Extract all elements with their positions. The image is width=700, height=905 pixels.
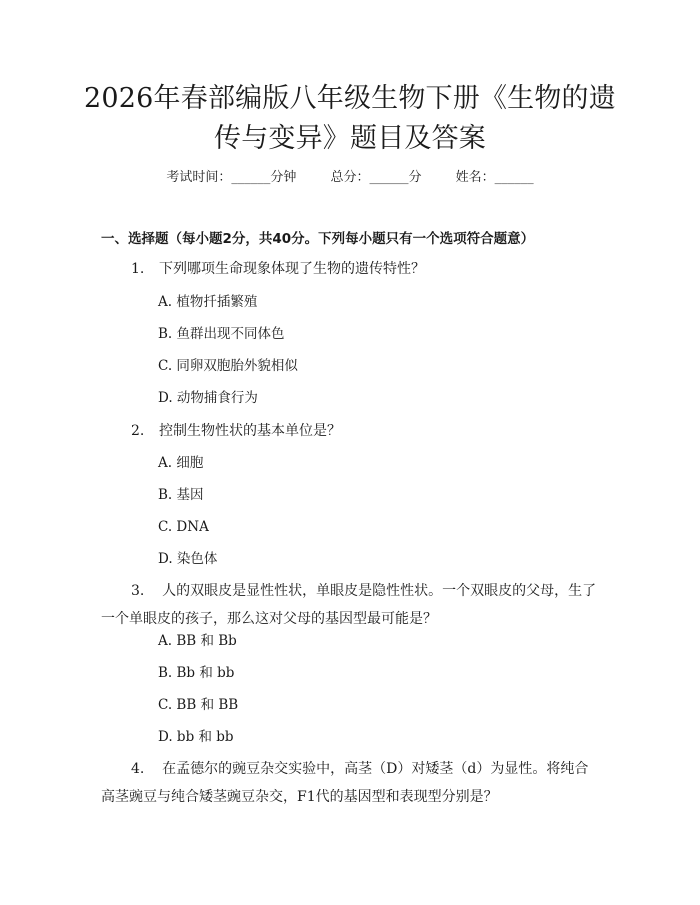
question-2-option-b: B. 基因 (158, 487, 204, 503)
exam-time: 考试时间：______分钟 (166, 170, 297, 185)
exam-meta (0, 168, 700, 188)
title-line-2: 传与变异》题目及答案 (214, 123, 486, 154)
document-title (40, 79, 660, 159)
question-number: 1. (131, 261, 145, 277)
section-heading: 一、选择题（每小题2分，共40分。下列每小题只有一个选项符合题意） (101, 231, 535, 247)
question-1-option-b: B. 鱼群出现不同体色 (158, 326, 285, 342)
question-number: 3. (131, 583, 145, 599)
question-4 (101, 755, 601, 811)
question-number: 4. (131, 761, 145, 777)
question-text: 人的双眼皮是显性性状，单眼皮是隐性性状。一个双眼皮的父母，生了一个单眼皮的孩子，那么这对父母的基因型最可能是？ (101, 583, 597, 627)
title-line-1: 2026年春部编版八年级生物下册《生物的遗 (84, 83, 616, 114)
question-2-option-c: C. DNA (158, 519, 209, 535)
question-3 (101, 577, 601, 633)
question-1-option-c: C. 同卵双胞胎外貌相似 (158, 358, 298, 374)
question-3-option-b: B. Bb 和 bb (158, 665, 235, 681)
question-1 (131, 255, 601, 283)
question-number: 2. (131, 423, 145, 439)
question-2-option-d: D. 染色体 (158, 551, 218, 567)
exam-name: 姓名：______ (455, 170, 534, 185)
exam-score: 总分：______分 (330, 170, 422, 185)
question-2 (131, 417, 601, 445)
question-1-option-a: A. 植物扦插繁殖 (158, 294, 258, 310)
question-3-option-a: A. BB 和 Bb (158, 633, 237, 649)
question-1-option-d: D. 动物捕食行为 (158, 390, 258, 406)
question-2-option-a: A. 细胞 (158, 455, 204, 471)
question-3-option-d: D. bb 和 bb (158, 729, 234, 745)
question-text: 在孟德尔的豌豆杂交实验中，高茎（D）对矮茎（d）为显性。将纯合高茎豌豆与纯合矮茎豌豆杂交，F1代的基因型和表现型分别是？ (101, 761, 589, 805)
question-3-option-c: C. BB 和 BB (158, 697, 239, 713)
question-text: 下列哪项生命现象体现了生物的遗传特性？ (159, 261, 425, 277)
question-text: 控制生物性状的基本单位是？ (159, 423, 341, 439)
